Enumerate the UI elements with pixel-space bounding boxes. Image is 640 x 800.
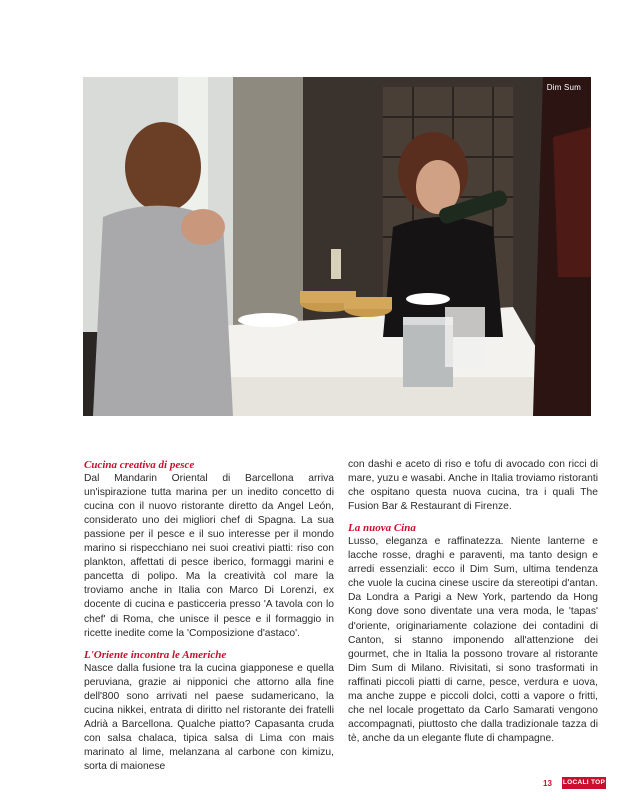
section-heading: L'Oriente incontra le Americhe — [84, 648, 227, 661]
section-body: Nasce dalla fusione tra la cucina giapponese e quella peruviana, grazie ai nipponici che attorno alla fine dell'800 sono arrivati nel paese sudamericano, la cucina nikkei, entrata di diritto nel ristorante dei fratelli Adrià a Barcellona. Qualche piatto? Capasanta cruda con salsa chalaca, tipica salsa di Lima con mais marinato al lime, melanzana al carbone con kimizu, sorta di maionese — [84, 662, 334, 772]
photo-caption: Dim Sum — [546, 83, 581, 92]
section-heading: La nuova Cina — [348, 522, 416, 535]
section-heading: Cucina creativa di pesce — [84, 459, 195, 471]
section-tag: LOCALI TOP — [562, 777, 606, 789]
article-column-right — [348, 458, 598, 746]
article-column-left — [84, 458, 334, 774]
restaurant-photo — [83, 77, 591, 416]
section-body-continued: con dashi e aceto di riso e tofu di avocado con ricci di mare, yuzu e wasabi. Anche in Italia troviamo ristoranti che ospitano questa nuova cucina, tra i quali The Fusion Bar & Restaurant di Firenze. — [348, 459, 598, 513]
page-number: 13 — [543, 779, 552, 788]
section-body: Lusso, eleganza e raffinatezza. Niente lanterne e lacche rosse, draghi e paraventi, ma tanto design e arredi essenziali: ecco il Dim Sum, ultima tendenza che vuole la cucina cinese uscire da stereotipi d'antan. Da Londra a Parigi a New York, partendo da Hong Kong dove sono diventate una vera moda, le 'tapas' d'oriente, originariamente colazione dei contadini di Canton, si stanno imponendo all'attenzione dei gourmet, che in Italia la possono trovare al ristorante Dim Sum di Milano. Rivisitati, si sono trasformati in raffinati piccoli piatti di carne, pesce, verdura e uova, ma anche zuppe e piccoli dolci, cotti a vapore o fritti, che nel locale progettato da Carlo Samarati vengono accompagnati, piuttosto che dalla tradizionale tazza di tè, anche da un elegante flute di champagne. — [348, 536, 598, 744]
photo-illustration — [83, 77, 591, 416]
section-body: Dal Mandarin Oriental di Barcellona arriva un'ispirazione tutta marina per un inedito concetto di cucina con il nuovo ristorante diretto da Angel León, considerato uno dei migliori chef di Spagna. La sua passione per il pesce e il suo interesse per il mondo marino si rispecchiano nei suoi creativi piatti: riso con plankton, affettati di pesce iberico, formaggi marini e pancetta di polipo. Ma la creatività col mare la troviamo anche in Italia con Marco Di Lorenzi, ex docente di cucina e pasticceria presso 'A tavola con lo chef' di Roma, che unisce il pesce e il formaggio in ricette inedite come la 'Composizione d'astaco'. — [84, 473, 334, 639]
